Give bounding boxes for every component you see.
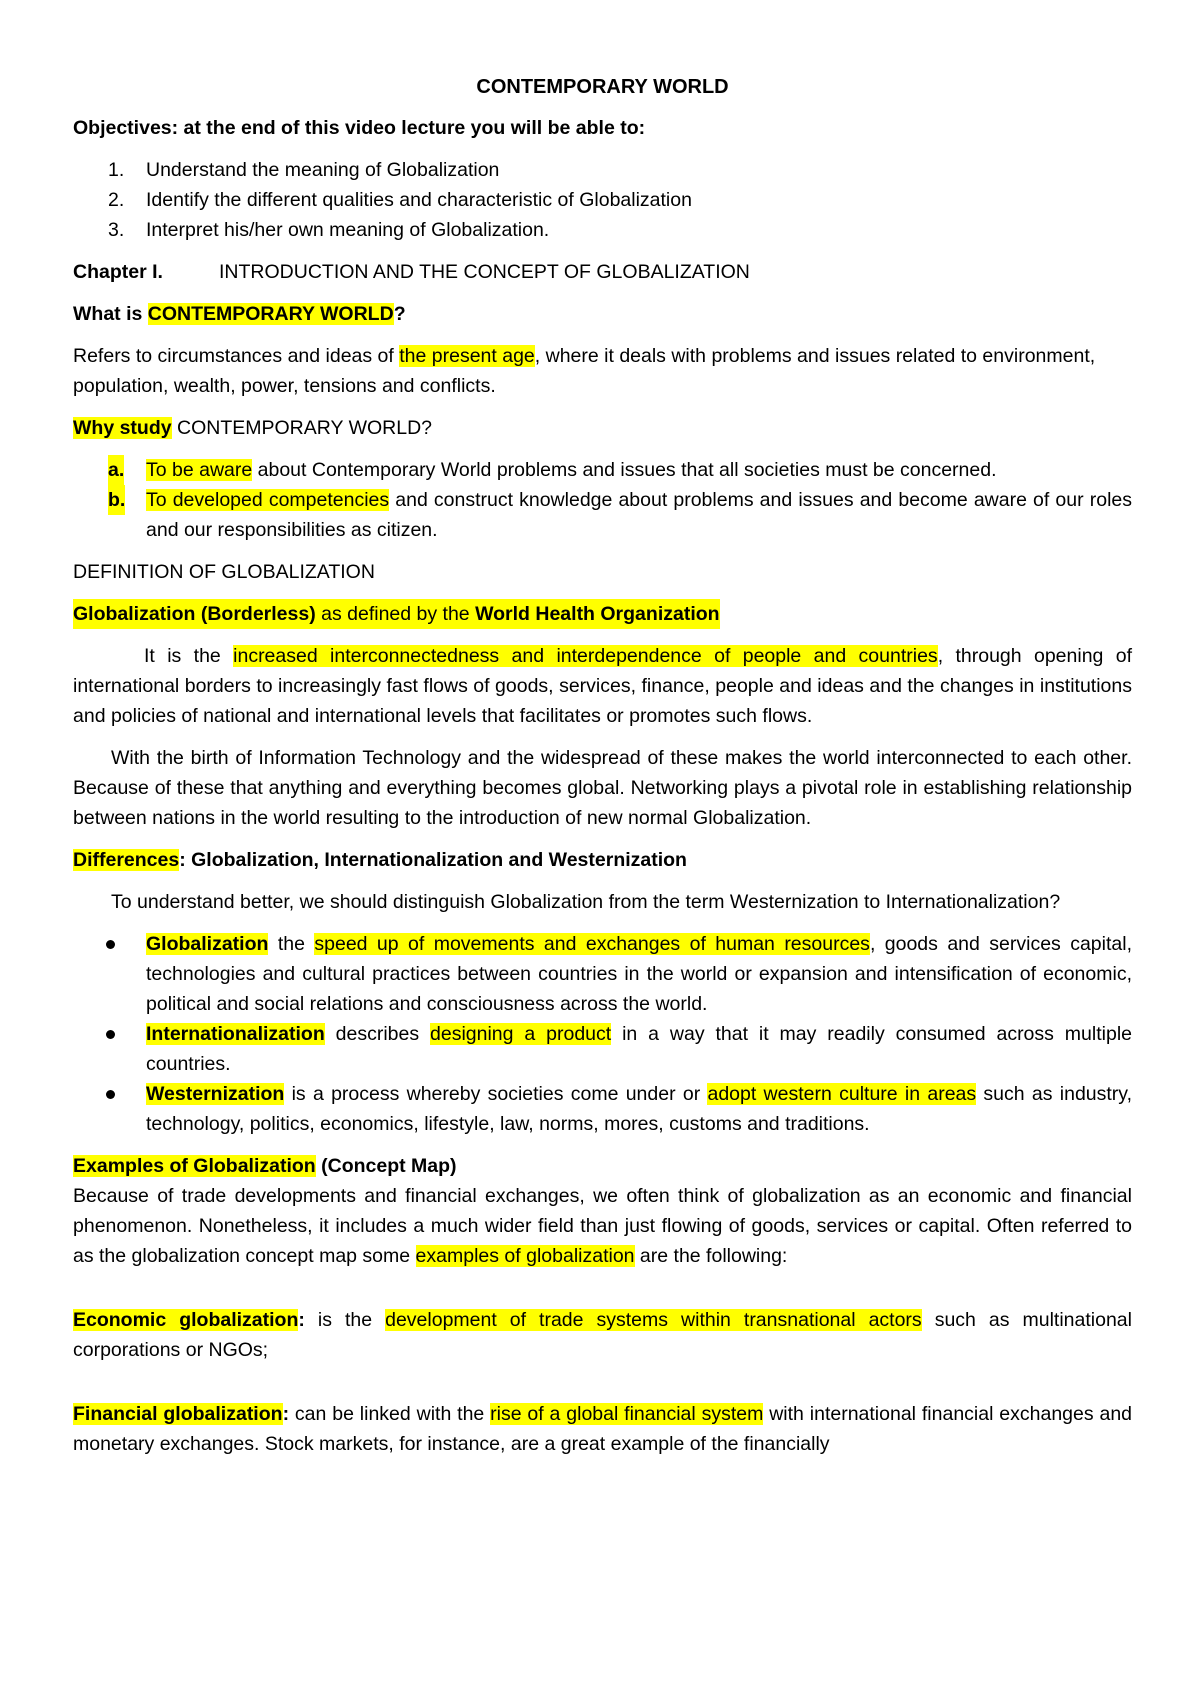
highlight: To developed competencies (146, 489, 390, 511)
definition-subheading (73, 599, 720, 629)
text-run: with international financial exchanges and monetary exchanges. Stock markets, for instance, are a great example of the financially (73, 1403, 1133, 1455)
list-number: 2. (108, 189, 125, 211)
list-item-text: Understand the meaning of Globalization (146, 159, 500, 181)
text-run: Because of trade developments and financial exchanges, we often think of globalization as an economic and financial phenomenon. Nonetheless, it includes a much wider field than just flowing of goods, services or capital. Often referred to as the globalization concept map some (73, 1185, 1132, 1267)
list-number: 3. (108, 219, 125, 241)
objectives-list (73, 155, 1132, 245)
text-run: in a way that it may readily consumed across multiple countries. (146, 1023, 1132, 1075)
list-letter: a. (108, 455, 124, 485)
highlight: Westernization (146, 1083, 285, 1105)
list-letter: b. (108, 485, 125, 515)
economic-globalization-paragraph (73, 1305, 1132, 1365)
highlight: speed up of movements and exchanges of human resources (314, 933, 870, 955)
list-item (73, 1019, 1132, 1079)
text-run: World Health Organization (475, 603, 720, 625)
highlight: Globalization (146, 933, 269, 955)
highlight: CONTEMPORARY WORLD (147, 303, 394, 325)
text-run: : Globalization, Internationalization and Westernization (179, 849, 687, 871)
text-run: , where it deals with problems and issues related to environment, population, wealth, power, tensions and conflicts. (73, 345, 1096, 397)
text-run: can be linked with the (289, 1403, 491, 1425)
highlight: rise of a global financial system (490, 1403, 764, 1425)
list-item-text: Identify the different qualities and characteristic of Globalization (146, 189, 692, 211)
list-item (73, 485, 1132, 545)
differences-list (73, 929, 1132, 1139)
text-run: Refers to circumstances and ideas of (73, 345, 400, 367)
understand-paragraph: To understand better, we should distinguish Globalization from the term Westernization to Internationalization? (111, 891, 1061, 913)
financial-globalization-paragraph (73, 1399, 1132, 1459)
text-run: are the following: (634, 1245, 788, 1267)
definition-heading: DEFINITION OF GLOBALIZATION (73, 561, 375, 583)
text-run: and construct knowledge about problems and issues and become aware of our roles and our responsibilities as citizen. (146, 489, 1132, 541)
refers-paragraph (73, 341, 1132, 401)
list-item-text: Interpret his/her own meaning of Globalization. (146, 219, 550, 241)
highlight: Differences (73, 849, 180, 871)
text-run: , goods and services capital, technologies and cultural practices between countries in the world or expansion and intensification of economic, political and social relations and consciousness across the world. (146, 933, 1132, 1015)
text-run: as defined by the (315, 603, 476, 625)
list-number: 1. (108, 159, 125, 181)
definition-paragraph (73, 641, 1132, 731)
examples-paragraph (73, 1181, 1132, 1271)
text-run: : (282, 1403, 290, 1425)
highlight: Internationalization (146, 1023, 325, 1045)
chapter-label: Chapter I. (73, 261, 163, 283)
objectives-heading: Objectives: at the end of this video lecture you will be able to: (73, 117, 646, 139)
differences-heading (73, 845, 1132, 875)
highlight: increased interconnectedness and interdependence of people and countries (233, 645, 938, 667)
highlight: Why study (73, 417, 172, 439)
highlight: Economic globalization (73, 1309, 299, 1331)
bullet-icon (106, 1090, 115, 1099)
list-item (73, 185, 1132, 215)
highlight: adopt western culture in areas (707, 1083, 977, 1105)
list-item (73, 455, 1132, 485)
highlight: examples of globalization (415, 1245, 635, 1267)
examples-heading (73, 1151, 1132, 1181)
text-run: , through opening of international borders to increasingly fast flows of goods, services, finance, people and ideas and the changes in institutions and policies of national and international levels that facilitates or promotes such flows. (73, 645, 1133, 727)
what-is-prefix: What is (73, 303, 148, 325)
bullet-icon (106, 940, 115, 949)
what-is-heading (73, 299, 1132, 329)
highlight: Examples of Globalization (73, 1155, 316, 1177)
bullet-icon (106, 1030, 115, 1039)
text-run: Globalization (Borderless) (73, 603, 316, 625)
list-item (73, 1079, 1132, 1139)
why-study-heading (73, 413, 1132, 443)
text-run: such as industry, technology, politics, economics, lifestyle, law, norms, mores, customs and traditions. (146, 1083, 1133, 1135)
text-run: It is the (144, 645, 234, 667)
page-title: CONTEMPORARY WORLD (476, 76, 729, 98)
text-run: the (268, 933, 315, 955)
highlight: To be aware (146, 459, 253, 481)
it-paragraph: With the birth of Information Technology and the widespread of these makes the world interconnected to each other. Because of these that anything and everything becomes global. Networking plays a pivotal role in establishing relationship between nations in the world resulting to the introduction of new normal Globalization. (73, 747, 1132, 829)
text-run: is a process whereby societies come under or (284, 1083, 708, 1105)
list-item (73, 929, 1132, 1019)
text-run: about Contemporary World problems and issues that all societies must be concerned. (252, 459, 997, 481)
list-item (73, 215, 1132, 245)
chapter-title: INTRODUCTION AND THE CONCEPT OF GLOBALIZATION (219, 261, 750, 283)
chapter-heading (73, 257, 1132, 287)
highlight: Financial globalization (73, 1403, 283, 1425)
highlight: development of trade systems within transnational actors (385, 1309, 922, 1331)
text-run: describes (324, 1023, 431, 1045)
text-run: CONTEMPORARY WORLD? (171, 417, 432, 439)
document-body (73, 72, 1132, 1471)
highlight: the present age (399, 345, 535, 367)
what-is-suffix: ? (393, 303, 406, 325)
text-run: is the (304, 1309, 386, 1331)
why-study-list (73, 455, 1132, 545)
highlight: designing a product (430, 1023, 612, 1045)
text-run: : (298, 1309, 305, 1331)
text-run: (Concept Map) (315, 1155, 457, 1177)
text-run: such as multinational corporations or NGOs; (73, 1309, 1132, 1361)
list-item (73, 155, 1132, 185)
